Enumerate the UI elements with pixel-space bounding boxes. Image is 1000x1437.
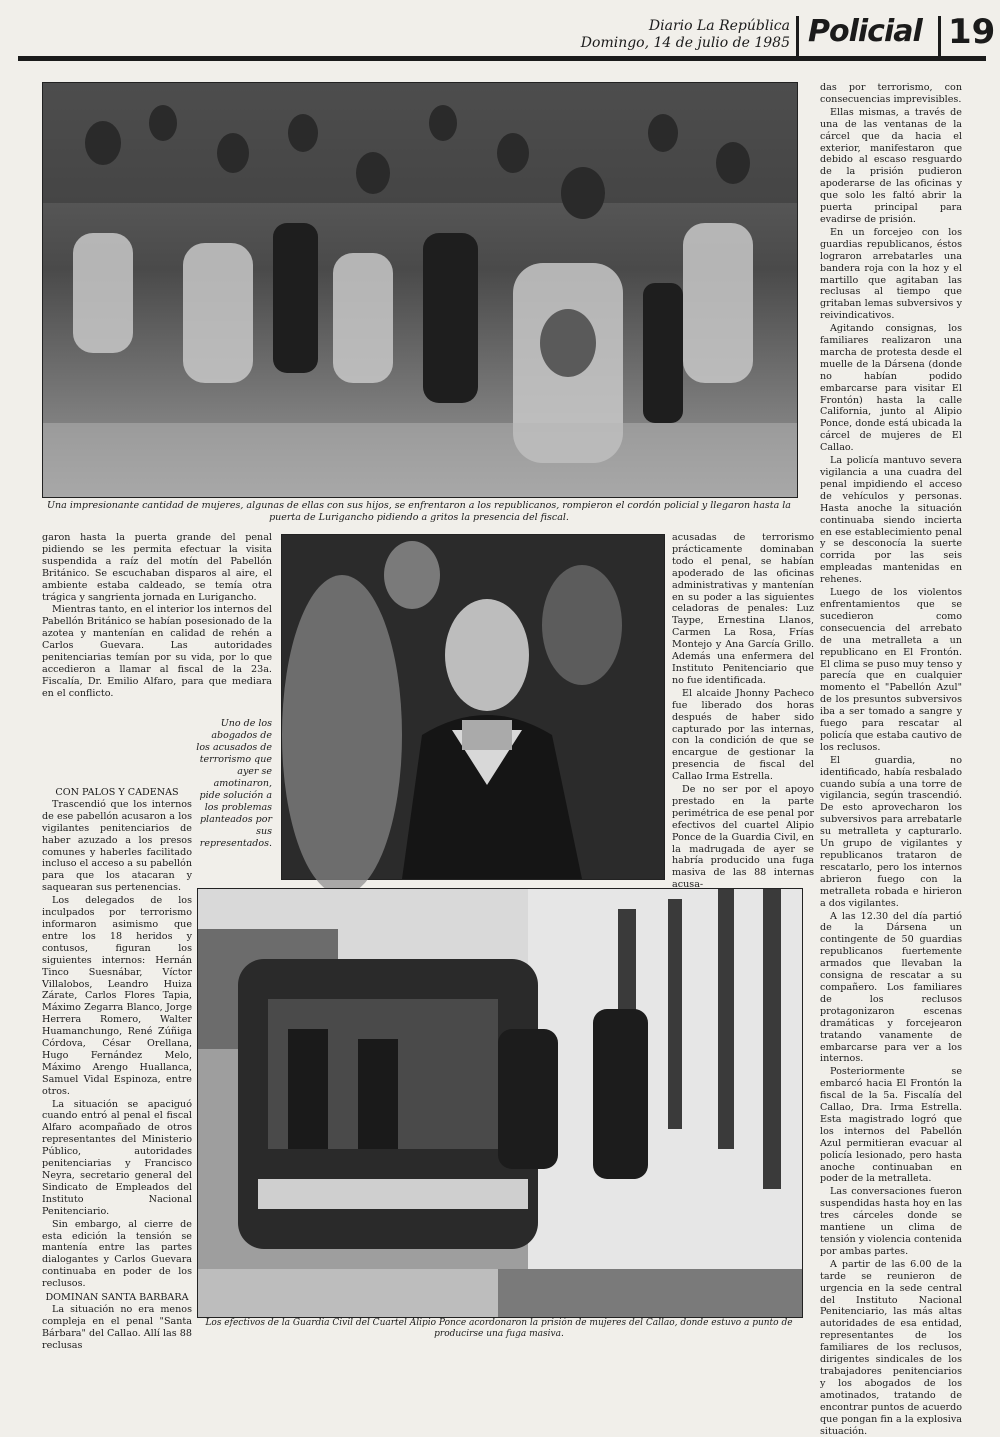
paragraph: Los delegados de los inculpados por terrorismo informaron asimismo que entre los 18 heridos y contusos, figuran los siguientes internos: Hernán Tinco Suesnábar, Víctor Villalobos, Leandro Huiza Zárate, Carlos Flores Tapia, Máximo Zegarra Blanco, Jorge Herrera Romero, Walter Huamanchungo, René Zúñiga Córdova, César Orellana, Hugo Fernández Melo, Máximo Arengo Huallanca, Samuel Vidal Espinoza, entre otros. [42,895,192,1097]
paragraph: La policía mantuvo severa vigilancia a una cuadra del penal impidiendo el acceso de vehículos y personas. Hasta anoche la situación continuaba siendo incierta en ese establecimiento penal y se desconocía la suerte corrida por las seis empleadas mantenidas en rehenes. [820,455,962,586]
paragraph: Mientras tanto, en el interior los internos del Pabellón Británico se habían posesionado de la azotea y mantenían en calidad de rehén a Carlos Guevara. Las autoridades penitenciarias temían por su vida, por lo que accedieron a llamar al fiscal de la 23a. Fiscalía, Dr. Emilio Alfaro, para que mediara en el conflicto. [42,604,272,699]
paragraph: Luego de los violentos enfrentamientos que se sucedieron como consecuencia del arrebato de una metralleta a un republicano en El Frontón. El clima se puso muy tenso y parecía que en cualquier momento el "Pabellón Azul" de los presuntos subversivos iba a ser tomado a sangre y fuego para rescatar al policía que estaba cautivo de los reclusos. [820,587,962,753]
subheading: CON PALOS Y CADENAS [55,787,179,798]
photo-police-prison [197,888,803,1318]
paragraph: En un forcejeo con los guardias republicanos, éstos lograron arrebatarles una bandera roja con la hoz y el martillo que agitaban las reclusas al tiempo que gritaban lemas subversivos y reivindicativos. [820,226,962,322]
masthead-divider [938,16,941,56]
paragraph: Posteriormente se embarcó hacia El Frontón la fiscal de la 5a. Fiscalía del Callao, Dra. Irma Estrella. Esta magistrado logró que los internos del Pabellón Azul permitieran evacuar al policía lesionado, pero hasta anoche continuaban en poder de la metralleta. [820,1066,962,1185]
article-column-1 [42,532,272,715]
paragraph: garon hasta la puerta grande del penal pidiendo se les permita efectuar la visita suspendida a raíz del motín del Pabellón Británico. Se escuchaban disparos al aire, el ambiente estaba caldeado, se temía otra trágica y sangrienta jornada en Lurigancho. [42,532,272,603]
paragraph: La situación se apaciguó cuando entró al penal el fiscal Alfaro acompañado de otros representantes del Ministerio Público, autoridades penitenciarias y Francisco Neyra, secretario general del Sindicato de Empleados del Instituto Nacional Penitenciario. [42,1098,192,1217]
section-title: Policial [808,14,922,49]
lawyer-photo-image [282,535,664,879]
crowd-photo-image [43,83,797,497]
article-column-3 [820,82,962,1437]
police-photo-image [198,889,802,1317]
photo-caption-bottom: Los efectivos de la Guardia Civil del Cuartel Alipio Ponce acordonaron la prisión de mujeres del Callao, donde estuvo a punto de producirse una fuga masiva. [205,1318,793,1339]
paragraph: Agitando consignas, los familiares realizaron una marcha de protesta desde el muelle de la Dársena (donde no habían podido embarcarse para visitar El Frontón) hasta la calle California, junto al Alipio Ponce, donde está ubicada la cárcel de mujeres de El Callao. [820,323,962,454]
photo-caption-middle: Uno de los abogados de los acusados de terrorismo que ayer se amotinaron, pide solución a los problemas planteados por sus representados. [196,718,272,849]
header-rule [18,56,986,61]
paragraph: das por terrorismo, con consecuencias imprevisibles. [820,82,962,105]
photo-lawyer [281,534,665,880]
newspaper-name: Diario La República [648,18,790,34]
paragraph: El alcaide Jhonny Pacheco fue liberado dos horas después de haber sido capturado por las internas, con la condición de que se encargue de gestionar la presencia de fiscal del Callao Irma Estrella. [672,687,814,783]
page-number: 19 [948,12,996,52]
paragraph: acusadas de terrorismo prácticamente dominaban todo el penal, se habían apoderado de las oficinas administrativas y mantenían en su poder a las siguientes celadoras de penales: Luz Taype, Ernestina Llanos, Carmen La Rosa, Frías Montejo y Ana García Grillo. Además una enfermera del Instituto Penitenciario que no fue identificada. [672,532,814,686]
subheading: DOMINAN SANTA BARBARA [45,1292,189,1304]
paragraph: Ellas mismas, a través de una de las ventanas de la cárcel que da hacia el exterior, manifestaron que debido al escaso resguardo de la prisión pudieron apoderarse de las oficinas y que solo les faltó abrir la puerta principal para evadirse de prisión. [820,106,962,225]
masthead-divider [796,16,799,56]
paragraph: El guardia, no identificado, había resbalado cuando subía a una torre de vigilancia, según trascendió. De esto aprovecharon los subversivos para arrebatarle su metralleta y capturarlo. Un grupo de vigilantes y republicanos trataron de rescatarlo, pero los internos abrieron fuego con la metralleta robada e hirieron a dos vigilantes. [820,754,962,909]
paragraph: A partir de las 6.00 de la tarde se reunieron de urgencia en la sede central del Instituto Nacional Penitenciario, las más altas autoridades de esa entidad, representantes de los familiares de los reclusos, dirigentes sindicales de los trabajadores penitenciarios y los abogados de los amotinados, tratando de encontrar puntos de acuerdo que pongan fin a la explosiva situación. [820,1258,962,1437]
issue-date: Domingo, 14 de julio de 1985 [580,35,790,51]
photo-crowd-women [42,82,798,498]
paragraph: Las conversaciones fueron suspendidas hasta hoy en las tres cárceles donde se mantiene un clima de tensión y violencia contenida por ambas partes. [820,1186,962,1257]
article-column-2 [672,532,814,891]
paragraph: De no ser por el apoyo prestado en la parte perimétrica de ese penal por efectivos del cuartel Alipio Ponce de la Guardia Civil, en la madrugada de ayer se habría producido una fuga masiva de las 88 internas acusa- [672,784,814,891]
paragraph: Trascendió que los internos de ese pabellón acusaron a los vigilantes penitenciarios de haber azuzado a los presos comunes y haberles facilitado incluso el acceso a su pabellón para que los atacaran y saquearan sus pertenencias. [42,798,192,894]
article-column-1-cont [42,785,192,1351]
paragraph: A las 12.30 del día partió de la Dársena un contingente de 50 guardias republicanos fuertemente armados que llevaban la consigna de rescatar a su compañero. Los familiares de los reclusos protagonizaron escenas dramáticas y forcejearon tratando vanamente de embarcarse para ver a los internos. [820,910,962,1065]
photo-caption-top: Una impresionante cantidad de mujeres, algunas de ellas con sus hijos, se enfrentaron a los republicanos, rompieron el cordón policial y llegaron hasta la puerta de Lurigancho pidiendo a gritos la presencia del fiscal. [47,500,791,523]
paragraph: Sin embargo, al cierre de esta edición la tensión se mantenía entre las partes dialogantes y Carlos Guevara continuaba en poder de los reclusos. [42,1218,192,1290]
masthead-dateline [490,18,790,52]
paragraph: La situación no era menos compleja en el penal "Santa Bárbara" del Callao. Allí las 88 reclusas [42,1303,192,1351]
